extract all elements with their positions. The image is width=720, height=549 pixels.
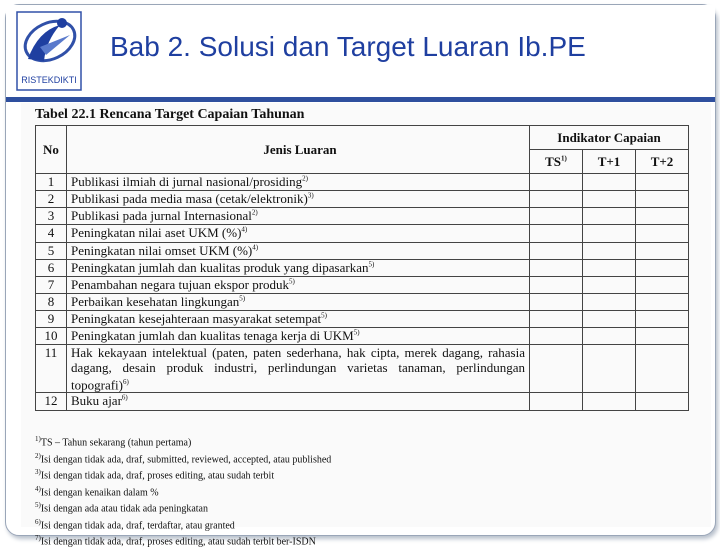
row-text: Publikasi ilmiah di jurnal nasional/prosiding [71, 174, 303, 189]
table-row [36, 277, 689, 294]
row-text: Penambahan negara tujuan ekspor produk [71, 277, 290, 292]
row-text: Buku ajar [71, 393, 122, 409]
header-indikator-capaian: Indikator Capaian [530, 126, 689, 150]
slide-frame [5, 4, 716, 548]
header-divider [6, 97, 715, 102]
target-table [35, 125, 689, 411]
footnote-text: TS – Tahun sekarang (tahun pertama) [40, 437, 192, 449]
cell-t1 [583, 225, 636, 243]
row-number: 4 [36, 225, 67, 243]
header-jenis-luaran: Jenis Luaran [67, 126, 530, 174]
footnotes [35, 433, 331, 549]
cell-t1 [583, 345, 636, 393]
cell-t2 [636, 225, 689, 243]
footnote-text: Isi dengan tidak ada, draf, terdaftar, atau granted [40, 519, 235, 531]
table-row [36, 294, 689, 311]
table-row [36, 328, 689, 345]
row-text: Publikasi pada media masa (cetak/elektronik) [71, 191, 308, 206]
row-jenis-luaran [67, 311, 530, 328]
row-jenis-luaran [67, 243, 530, 260]
cell-t1 [583, 277, 636, 294]
cell-t2 [636, 208, 689, 225]
table-caption: Tabel 22.1 Rencana Target Capaian Tahunan [35, 107, 305, 122]
cell-ts [530, 191, 583, 208]
row-number: 9 [36, 311, 67, 328]
row-footnote-ref: 3) [307, 191, 314, 200]
row-number: 1 [36, 174, 67, 191]
row-footnote-ref: 6) [121, 394, 128, 402]
cell-t2 [636, 191, 689, 208]
row-footnote-ref: 4) [252, 243, 259, 252]
row-text: Perbaikan kesehatan lingkungan [71, 294, 240, 309]
col-t1 [583, 150, 636, 174]
logo-text: RISTEKDIKTI [21, 75, 77, 85]
col-t2 [636, 150, 689, 174]
row-jenis-luaran [67, 393, 530, 411]
cell-t2 [636, 345, 689, 393]
row-number: 12 [36, 393, 67, 411]
cell-t2 [636, 393, 689, 411]
table-row [36, 260, 689, 277]
row-footnote-ref: 5) [321, 311, 327, 320]
table-row [36, 345, 689, 393]
cell-t1 [583, 208, 636, 225]
row-number: 5 [36, 243, 67, 260]
cell-t2 [636, 174, 689, 191]
cell-ts [530, 225, 583, 243]
cell-ts [530, 208, 583, 225]
slide-header [6, 5, 715, 97]
table-row [36, 243, 689, 260]
cell-ts [530, 174, 583, 191]
cell-t2 [636, 243, 689, 260]
footnote-marker: 3) [35, 468, 41, 477]
row-jenis-luaran [67, 345, 530, 393]
cell-t2 [636, 260, 689, 277]
footnote-marker: 6) [35, 517, 41, 526]
cell-ts [530, 328, 583, 345]
col-t2-label: T+2 [650, 153, 674, 169]
cell-t1 [583, 393, 636, 411]
row-footnote-ref: 5) [368, 260, 375, 269]
row-number: 11 [36, 345, 67, 393]
footnote-marker: 7) [35, 534, 41, 543]
footnote-text: Isi dengan tidak ada, draf, proses editing, atau sudah terbit [40, 470, 275, 482]
cell-ts [530, 277, 583, 294]
footnote-marker: 4) [35, 484, 41, 493]
row-footnote-ref: 2) [251, 208, 258, 217]
footnote-item [35, 532, 331, 549]
footnote-item [35, 466, 331, 483]
row-footnote-ref: 6) [122, 378, 129, 386]
row-number: 7 [36, 277, 67, 294]
col-t1-label: T+1 [597, 153, 621, 169]
cell-t2 [636, 328, 689, 345]
row-number: 6 [36, 260, 67, 277]
row-text: Peningkatan kesejahteraan masyarakat setempat [71, 311, 322, 326]
row-footnote-ref: 5) [289, 277, 295, 286]
col-ts [530, 150, 583, 174]
row-footnote-ref: 5) [239, 294, 246, 303]
row-footnote-ref: 4) [241, 225, 248, 234]
cell-t1 [583, 243, 636, 260]
footnote-item [35, 433, 331, 450]
row-number: 8 [36, 294, 67, 311]
row-jenis-luaran [67, 277, 530, 294]
cell-t1 [583, 328, 636, 345]
footnote-marker: 1) [35, 435, 41, 443]
cell-ts [530, 260, 583, 277]
row-jenis-luaran [67, 174, 530, 191]
col-ts-label: TS [545, 153, 562, 169]
cell-t2 [636, 311, 689, 328]
row-jenis-luaran [67, 328, 530, 345]
table-row [36, 225, 689, 243]
cell-ts [530, 294, 583, 311]
cell-t1 [583, 294, 636, 311]
table-row [36, 393, 689, 411]
table-row [36, 174, 689, 191]
footnote-marker: 2) [35, 451, 41, 460]
row-jenis-luaran [67, 260, 530, 277]
row-text: Peningkatan jumlah dan kualitas tenaga kerja di UKM [71, 328, 354, 343]
cell-t1 [583, 191, 636, 208]
row-footnote-ref: 5) [353, 328, 360, 337]
cell-ts [530, 243, 583, 260]
row-jenis-luaran [67, 191, 530, 208]
footnote-marker: 5) [35, 501, 41, 510]
document-image [21, 103, 711, 548]
ristekdikti-logo [16, 11, 82, 91]
cell-ts [530, 345, 583, 393]
row-text: Peningkatan nilai aset UKM (%) [71, 225, 242, 240]
footnote-text: Isi dengan tidak ada, draf, submitted, reviewed, accepted, atau published [40, 453, 332, 465]
cell-t1 [583, 311, 636, 328]
footnote-item [35, 450, 331, 467]
cell-t1 [583, 174, 636, 191]
footnote-item [35, 516, 331, 533]
row-jenis-luaran [67, 225, 530, 243]
cell-t1 [583, 260, 636, 277]
row-text: Hak kekayaan intelektual (paten, paten sederhana, hak cipta, merek dagang, rahasia dagang, desain produk industri, perlindungan varietas tanaman, perlindungan topografi) [71, 345, 525, 393]
footnote-item [35, 499, 331, 516]
row-jenis-luaran [67, 294, 530, 311]
footnote-text: Isi dengan tidak ada, draf, proses editing, atau sudah terbit ber-ISDN [40, 536, 316, 548]
footnote-text: Isi dengan ada atau tidak ada peningkatan [40, 503, 208, 515]
col-ts-sup: 1) [561, 154, 567, 163]
cell-ts [530, 393, 583, 411]
cell-t2 [636, 277, 689, 294]
footnote-text: Isi dengan kenaikan dalam % [40, 486, 159, 498]
header-no: No [36, 126, 67, 174]
cell-ts [530, 311, 583, 328]
table-row [36, 191, 689, 208]
row-text: Peningkatan nilai omset UKM (%) [71, 243, 253, 258]
row-jenis-luaran [67, 208, 530, 225]
footnote-item [35, 483, 331, 500]
row-number: 10 [36, 328, 67, 345]
table-row [36, 208, 689, 225]
cell-t2 [636, 294, 689, 311]
row-text: Peningkatan jumlah dan kualitas produk yang dipasarkan [71, 260, 369, 275]
slide-title: Bab 2. Solusi dan Target Luaran Ib.PE [110, 31, 586, 62]
row-number: 2 [36, 191, 67, 208]
row-text: Publikasi pada jurnal Internasional [71, 208, 252, 223]
row-number: 3 [36, 208, 67, 225]
table-row [36, 311, 689, 328]
row-footnote-ref: 2) [302, 174, 308, 183]
